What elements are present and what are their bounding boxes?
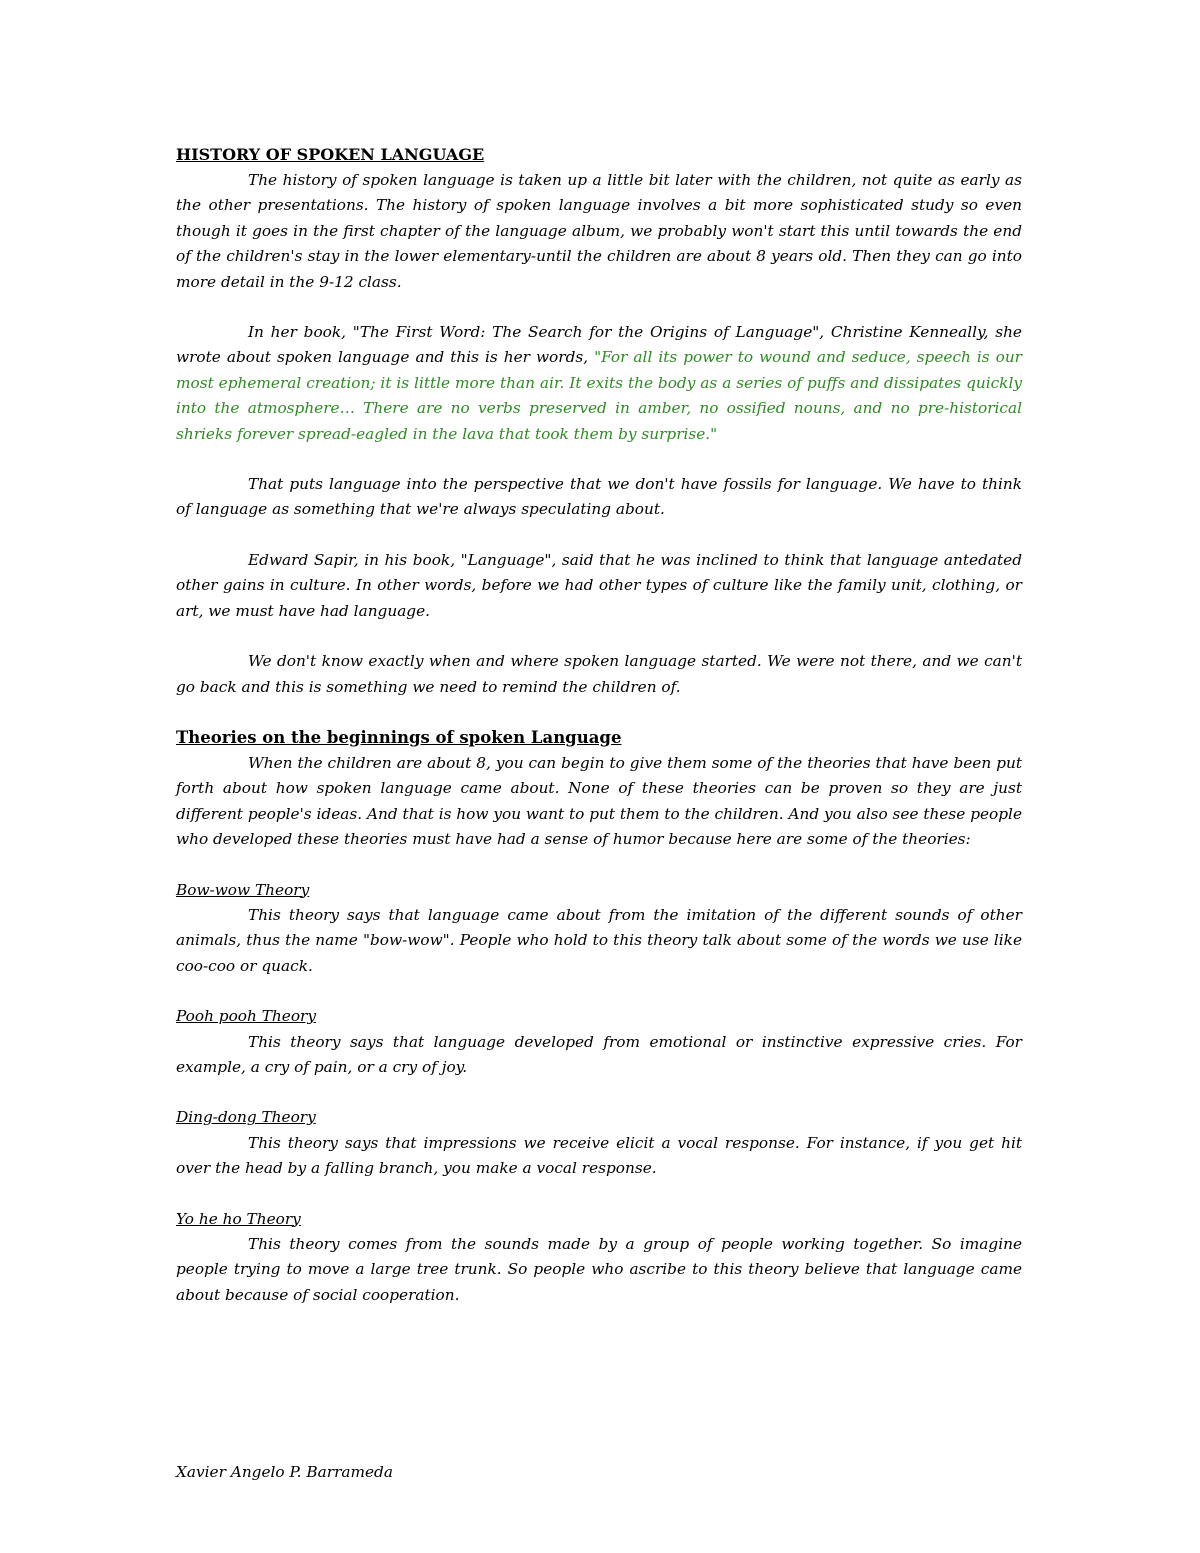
theories-heading: Theories on the beginnings of spoken Language: [176, 727, 622, 747]
kenneally-quote: "For all its power to wound and seduce, speech is our most ephemeral creation; it is little more than air. It exits the body as a series of puffs and dissipates quickly into the atmosphere… There are no verbs preserved in amber, no ossified nouns, and no pre-historical shrieks forever spread-eagled in the lava that took them by surprise.": [176, 348, 1022, 443]
unknown-origin-paragraph: We don't know exactly when and where spoken language started. We were not there, and we can't go back and this is something we need to remind the children of.: [176, 652, 1022, 696]
theory-title: Ding-dong Theory: [176, 1108, 316, 1127]
intro-paragraph: The history of spoken language is taken up a little bit later with the children, not quite as early as the other presentations. The history of spoken language involves a bit more sophisticated study so even though it goes in the first chapter of the language album, we probably won't start this until towards the end of the children's stay in the lower elementary-until the children are about 8 years old. Then they can go into more detail in the 9-12 class.: [176, 171, 1022, 291]
quote-lead-in: In her book, "The First Word: The Search for the Origins of Language", Christine Kenneally, she wrote about spoken language and this is her words,: [176, 323, 1022, 367]
theory-description: This theory comes from the sounds made by a group of people working together. So imagine people trying to move a large tree trunk. So people who ascribe to this theory believe that language came about because of social cooperation.: [176, 1235, 1022, 1304]
document-title: HISTORY OF SPOKEN LANGUAGE: [176, 145, 485, 164]
theory-description: This theory says that impressions we receive elicit a vocal response. For instance, if you get hit over the head by a falling branch, you make a vocal response.: [176, 1133, 1022, 1178]
theory-item-bow-wow: [176, 878, 1022, 980]
theory-title: Pooh pooh Theory: [176, 1007, 317, 1026]
sapir-paragraph: Edward Sapir, in his book, "Language", said that he was inclined to think that language antedated other gains in culture. In other words, before we had other types of culture like the family unit, clothing, or art, we must have had language.: [176, 550, 1022, 620]
theory-item-ding-dong: [176, 1105, 1022, 1181]
theory-item-pooh-pooh: [176, 1004, 1022, 1080]
document-page: [176, 142, 1022, 1308]
theory-description: This theory says that language came about from the imitation of the different sounds of other animals, thus the name "bow-wow". People who hold to this theory talk about some of the words we use like coo-coo or quack.: [176, 905, 1022, 975]
theory-description: This theory says that language developed from emotional or instinctive expressive cries. For example, a cry of pain, or a cry of joy.: [176, 1032, 1022, 1076]
fossils-paragraph: That puts language into the perspective that we don't have fossils for language. We have to think of language as something that we're always speculating about.: [176, 475, 1022, 519]
theory-title: Bow-wow Theory: [176, 880, 310, 899]
theory-title: Yo he ho Theory: [176, 1209, 301, 1228]
theory-item-yo-he-ho: [176, 1207, 1022, 1309]
footer-author: Xavier Angelo P. Barrameda: [176, 1463, 393, 1481]
theories-intro-paragraph: When the children are about 8, you can begin to give them some of the theories that have been put forth about how spoken language came about. None of these theories can be proven so they are just different people's ideas. And that is how you want to put them to the children. And you also see these people who developed these theories must have had a sense of humor because here are some of the theories:: [176, 753, 1022, 849]
quote-paragraph: [176, 320, 1022, 447]
